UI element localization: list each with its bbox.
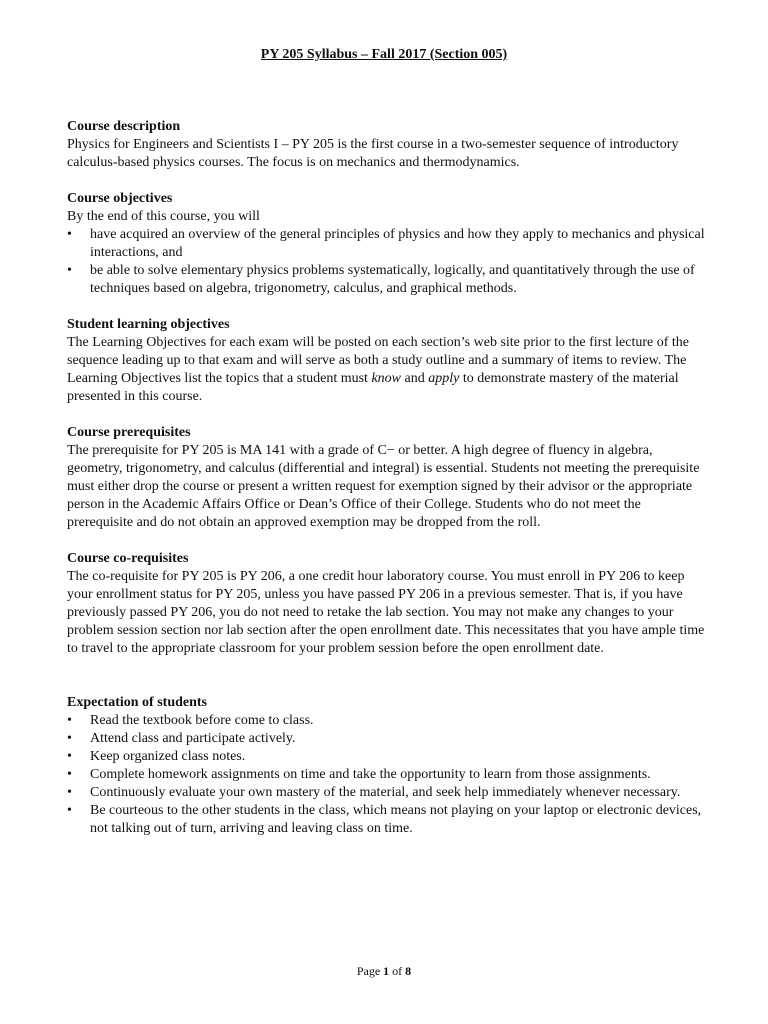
page-total: 8 <box>405 964 412 978</box>
page-title: PY 205 Syllabus – Fall 2017 (Section 005) <box>260 47 508 62</box>
list-item <box>67 766 707 784</box>
section-course-objectives <box>67 190 707 298</box>
list-item-text: Keep organized class notes. <box>90 749 246 764</box>
section-course-description <box>67 118 707 172</box>
list-item <box>67 748 707 766</box>
section-heading: Student learning objectives <box>67 317 230 332</box>
text-run: to demonstrate mastery of the material presented in this course. <box>67 371 679 404</box>
list-item <box>67 802 707 838</box>
text-run: and <box>401 371 429 386</box>
page-footer <box>0 962 768 980</box>
document-body <box>67 118 707 856</box>
bullet-icon: • <box>67 731 72 746</box>
text-run: The Learning Objectives for each exam will be posted on each section’s web site prior to the first lecture of the sequence leading up to that exam and will serve as both a study outline and a summary of items to review. The Learning Objectives list the topics that a student must <box>67 335 690 386</box>
list-item <box>67 730 707 748</box>
list-item <box>67 262 707 298</box>
section-course-corequisites <box>67 550 707 658</box>
bullet-icon: • <box>67 767 72 782</box>
bullet-icon: • <box>67 803 72 818</box>
bullet-icon: • <box>67 263 72 278</box>
list-item-text: have acquired an overview of the general principles of physics and how they apply to mechanics and physical interactions, and <box>90 227 705 260</box>
objectives-list <box>67 226 707 298</box>
list-item <box>67 784 707 802</box>
list-item-text: Be courteous to the other students in the class, which means not playing on your laptop or electronic devices, not talking out of turn, arriving and leaving class on time. <box>90 803 702 836</box>
section-heading: Expectation of students <box>67 695 208 710</box>
bullet-icon: • <box>67 785 72 800</box>
section-heading: Course objectives <box>67 191 173 206</box>
of-label: of <box>392 964 403 978</box>
section-text: Physics for Engineers and Scientists I – PY 205 is the first course in a two-semester sequence of introductory calculus-based physics courses. The focus is on mechanics and thermodynamics. <box>67 137 679 170</box>
section-heading: Course prerequisites <box>67 425 191 440</box>
list-item-text: Continuously evaluate your own mastery of the material, and seek help immediately whenever necessary. <box>90 785 681 800</box>
section-expectation-of-students <box>67 694 707 838</box>
list-item-text: be able to solve elementary physics problems systematically, logically, and quantitatively through the use of techniques based on algebra, trigonometry, calculus, and graphical methods. <box>90 263 695 296</box>
bullet-icon: • <box>67 227 72 242</box>
emphasis-apply: apply <box>428 371 460 386</box>
list-item-text: Read the textbook before come to class. <box>90 713 314 728</box>
section-heading: Course description <box>67 119 181 134</box>
list-item-text: Attend class and participate actively. <box>90 731 296 746</box>
section-text: The prerequisite for PY 205 is MA 141 with a grade of C− or better. A high degree of fluency in algebra, geometry, trigonometry, and calculus (differential and integral) is essential. Students not meeting the prerequisite must either drop the course or present a written request for exemption signed by their advisor or the appropriate person in the Academic Affairs Office or Dean’s Office of their College. Students who do not meet the prerequisite and do not obtain an approved exemption may be dropped from the roll. <box>67 443 700 530</box>
section-text <box>67 334 707 406</box>
page-label: Page <box>356 964 381 978</box>
section-student-learning-objectives <box>67 316 707 406</box>
section-heading: Course co-requisites <box>67 551 189 566</box>
section-text: The co-requisite for PY 205 is PY 206, a one credit hour laboratory course. You must enroll in PY 206 to keep your enrollment status for PY 205, unless you have passed PY 206 in a previous semester. That is, if you have previously passed PY 206, you do not need to retake the lab section. You may not make any changes to your problem session section nor lab section after the open enrollment date. This necessitates that you have ample time to travel to the appropriate classroom for your problem session before the open enrollment date. <box>67 569 705 656</box>
list-item <box>67 712 707 730</box>
bullet-icon: • <box>67 749 72 764</box>
bullet-icon: • <box>67 713 72 728</box>
section-course-prerequisites <box>67 424 707 532</box>
section-intro: By the end of this course, you will <box>67 209 260 224</box>
list-item <box>67 226 707 262</box>
list-item-text: Complete homework assignments on time and take the opportunity to learn from those assignments. <box>90 767 651 782</box>
expectations-list <box>67 712 707 838</box>
emphasis-know: know <box>371 371 402 386</box>
page-number: 1 <box>383 964 390 978</box>
